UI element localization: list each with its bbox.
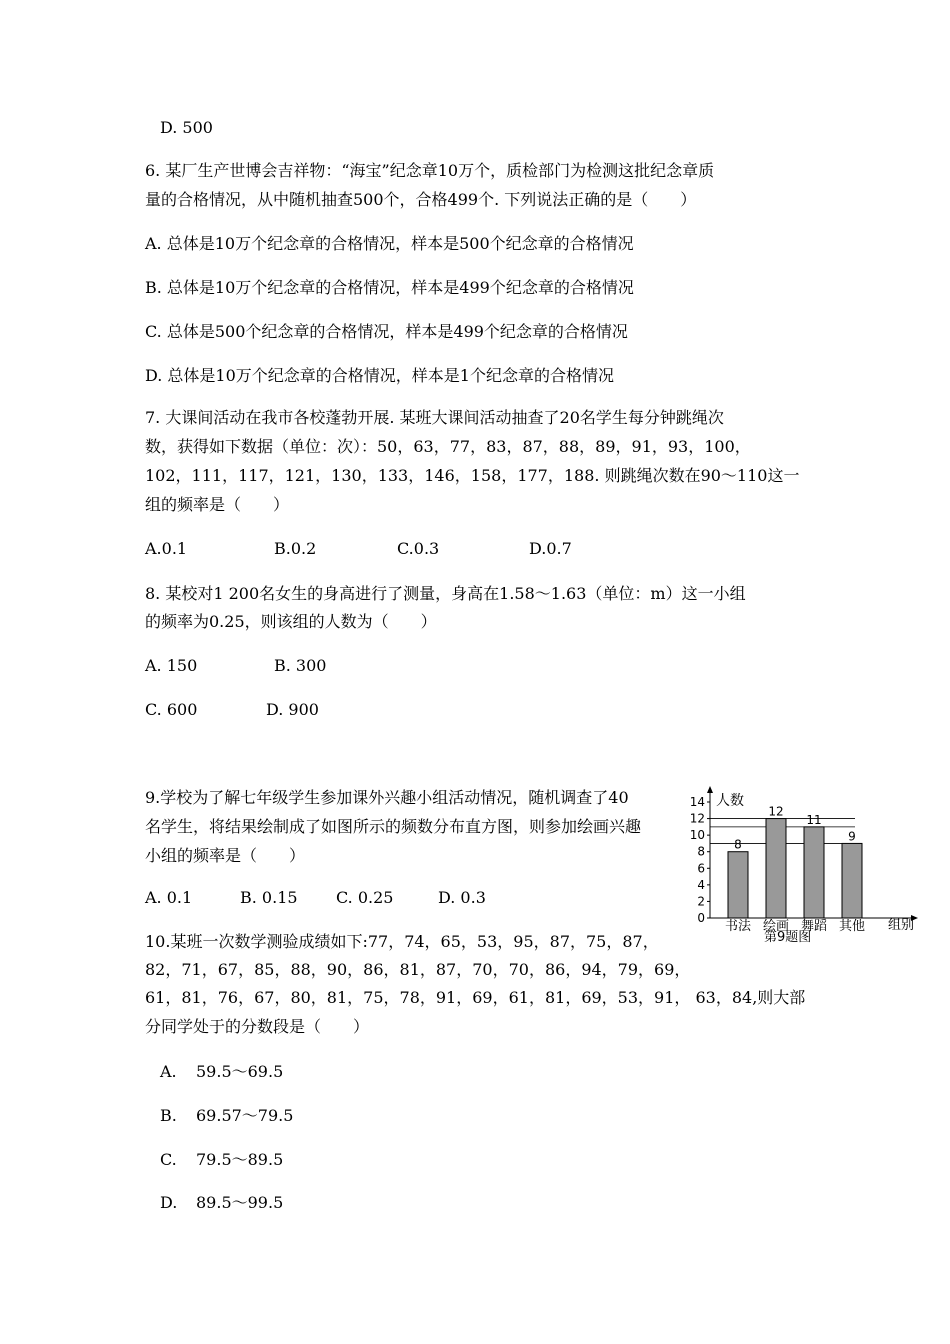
q7-stem-line-2: 数，获得如下数据（单位：次）：50，63，77，83，87，88，89，91，93，100，: [145, 437, 751, 456]
q9-option-c: C. 0.25: [336, 888, 394, 907]
q8-option-a: A. 150: [145, 656, 198, 675]
q7-stem-line-3: 102，111，117，121，130，133，146，158，177，188. 则跳绳次数在90～110这一: [145, 466, 800, 485]
q8-stem-line-2: 的频率为0.25，则该组的人数为（ ）: [145, 612, 437, 631]
y-tick-label: 12: [690, 811, 705, 826]
q5-option-d: D. 500: [160, 118, 213, 137]
bar-4: [842, 843, 862, 918]
q8-option-d: D. 900: [266, 700, 319, 719]
q7-option-c: C.0.3: [397, 539, 440, 558]
y-tick-label: 4: [697, 877, 705, 892]
q10-option-d-letter: D.: [160, 1193, 178, 1212]
q10-option-b-letter: B.: [160, 1106, 177, 1125]
category-label: 绘画: [762, 919, 790, 934]
q6-option-b: B. 总体是10万个纪念章的合格情况，样本是499个纪念章的合格情况: [145, 278, 634, 297]
q10-option-c-text: 79.5～89.5: [196, 1150, 284, 1169]
q10-stem-line-1: 10.某班一次数学测验成绩如下:77，74，65，53，95，87，75，87，: [145, 932, 659, 951]
q10-stem-line-2: 82，71，67，85，88，90，86，81，87，70，70，86，94，79，69，: [145, 960, 691, 979]
q7-stem-line-4: 组的频率是（ ）: [145, 495, 290, 514]
y-tick-label: 6: [697, 861, 705, 876]
q10-option-c-letter: C.: [160, 1150, 177, 1169]
q8-option-b: B. 300: [274, 656, 327, 675]
category-label: 书法: [724, 919, 752, 934]
q6-option-d: D. 总体是10万个纪念章的合格情况，样本是1个纪念章的合格情况: [145, 366, 614, 385]
q10-option-d-text: 89.5～99.5: [196, 1193, 284, 1212]
y-tick-label: 0: [697, 911, 705, 925]
q9-stem-line-3: 小组的频率是（ ）: [145, 846, 306, 865]
q8-option-c: C. 600: [145, 700, 198, 719]
y-tick-label: 2: [697, 894, 705, 909]
bar-value-label: 11: [806, 812, 822, 827]
q10-stem-line-4: 分同学处于的分数段是（ ）: [145, 1017, 370, 1036]
q9-histogram: [690, 784, 922, 944]
q10-option-a-text: 59.5～69.5: [196, 1062, 284, 1081]
q10-option-a-letter: A.: [160, 1062, 177, 1081]
y-tick-label: 14: [690, 795, 705, 809]
q6-option-c: C. 总体是500个纪念章的合格情况，样本是499个纪念章的合格情况: [145, 322, 628, 341]
y-axis-label: 人数: [716, 793, 744, 809]
bar-value-label: 9: [848, 829, 856, 844]
q6-option-a: A. 总体是10万个纪念章的合格情况，样本是500个纪念章的合格情况: [145, 234, 634, 253]
x-axis-label: 组别: [888, 918, 915, 933]
q7-option-a: A.0.1: [145, 539, 188, 558]
q7-stem-line-1: 7. 大课间活动在我市各校蓬勃开展. 某班大课间活动抽查了20名学生每分钟跳绳次: [145, 408, 724, 427]
bar-1: [728, 852, 748, 918]
q8-stem-line-1: 8. 某校对1 200名女生的身高进行了测量，身高在1.58～1.63（单位：m）这一小组: [145, 584, 746, 603]
q7-option-d: D.0.7: [529, 539, 572, 558]
q6-stem-line-2: 量的合格情况，从中随机抽查500个，合格499个. 下列说法正确的是（ ）: [145, 190, 697, 209]
q9-stem-line-2: 名学生，将结果绘制成了如图所示的频数分布直方图，则参加绘画兴趣: [145, 817, 642, 836]
q10-option-b-text: 69.57～79.5: [196, 1106, 294, 1125]
y-tick-label: 8: [697, 844, 705, 859]
category-label: 其他: [838, 919, 866, 934]
q6-stem-line-1: 6. 某厂生产世博会吉祥物：“海宝”纪念章10万个，质检部门为检测这批纪念章质: [145, 161, 715, 180]
q7-option-b: B.0.2: [274, 539, 317, 558]
chart-caption: 第9题图: [764, 930, 812, 944]
q9-stem-line-1: 9.学校为了解七年级学生参加课外兴趣小组活动情况，随机调查了40: [145, 788, 629, 807]
y-axis-arrow: [707, 786, 713, 793]
q10-stem-line-3: 61，81，76，67，80，81，75，78，91，69，61，81，69，53，91， 63，84,则大部: [145, 988, 806, 1007]
bar-3: [804, 827, 824, 918]
bar-value-label: 8: [734, 837, 742, 852]
y-tick-label: 10: [690, 828, 705, 843]
bar-value-label: 12: [768, 804, 784, 819]
q9-option-d: D. 0.3: [438, 888, 486, 907]
bar-2: [766, 819, 786, 918]
q9-option-a: A. 0.1: [145, 888, 193, 907]
q9-option-b: B. 0.15: [240, 888, 298, 907]
category-label: 舞蹈: [800, 919, 828, 934]
